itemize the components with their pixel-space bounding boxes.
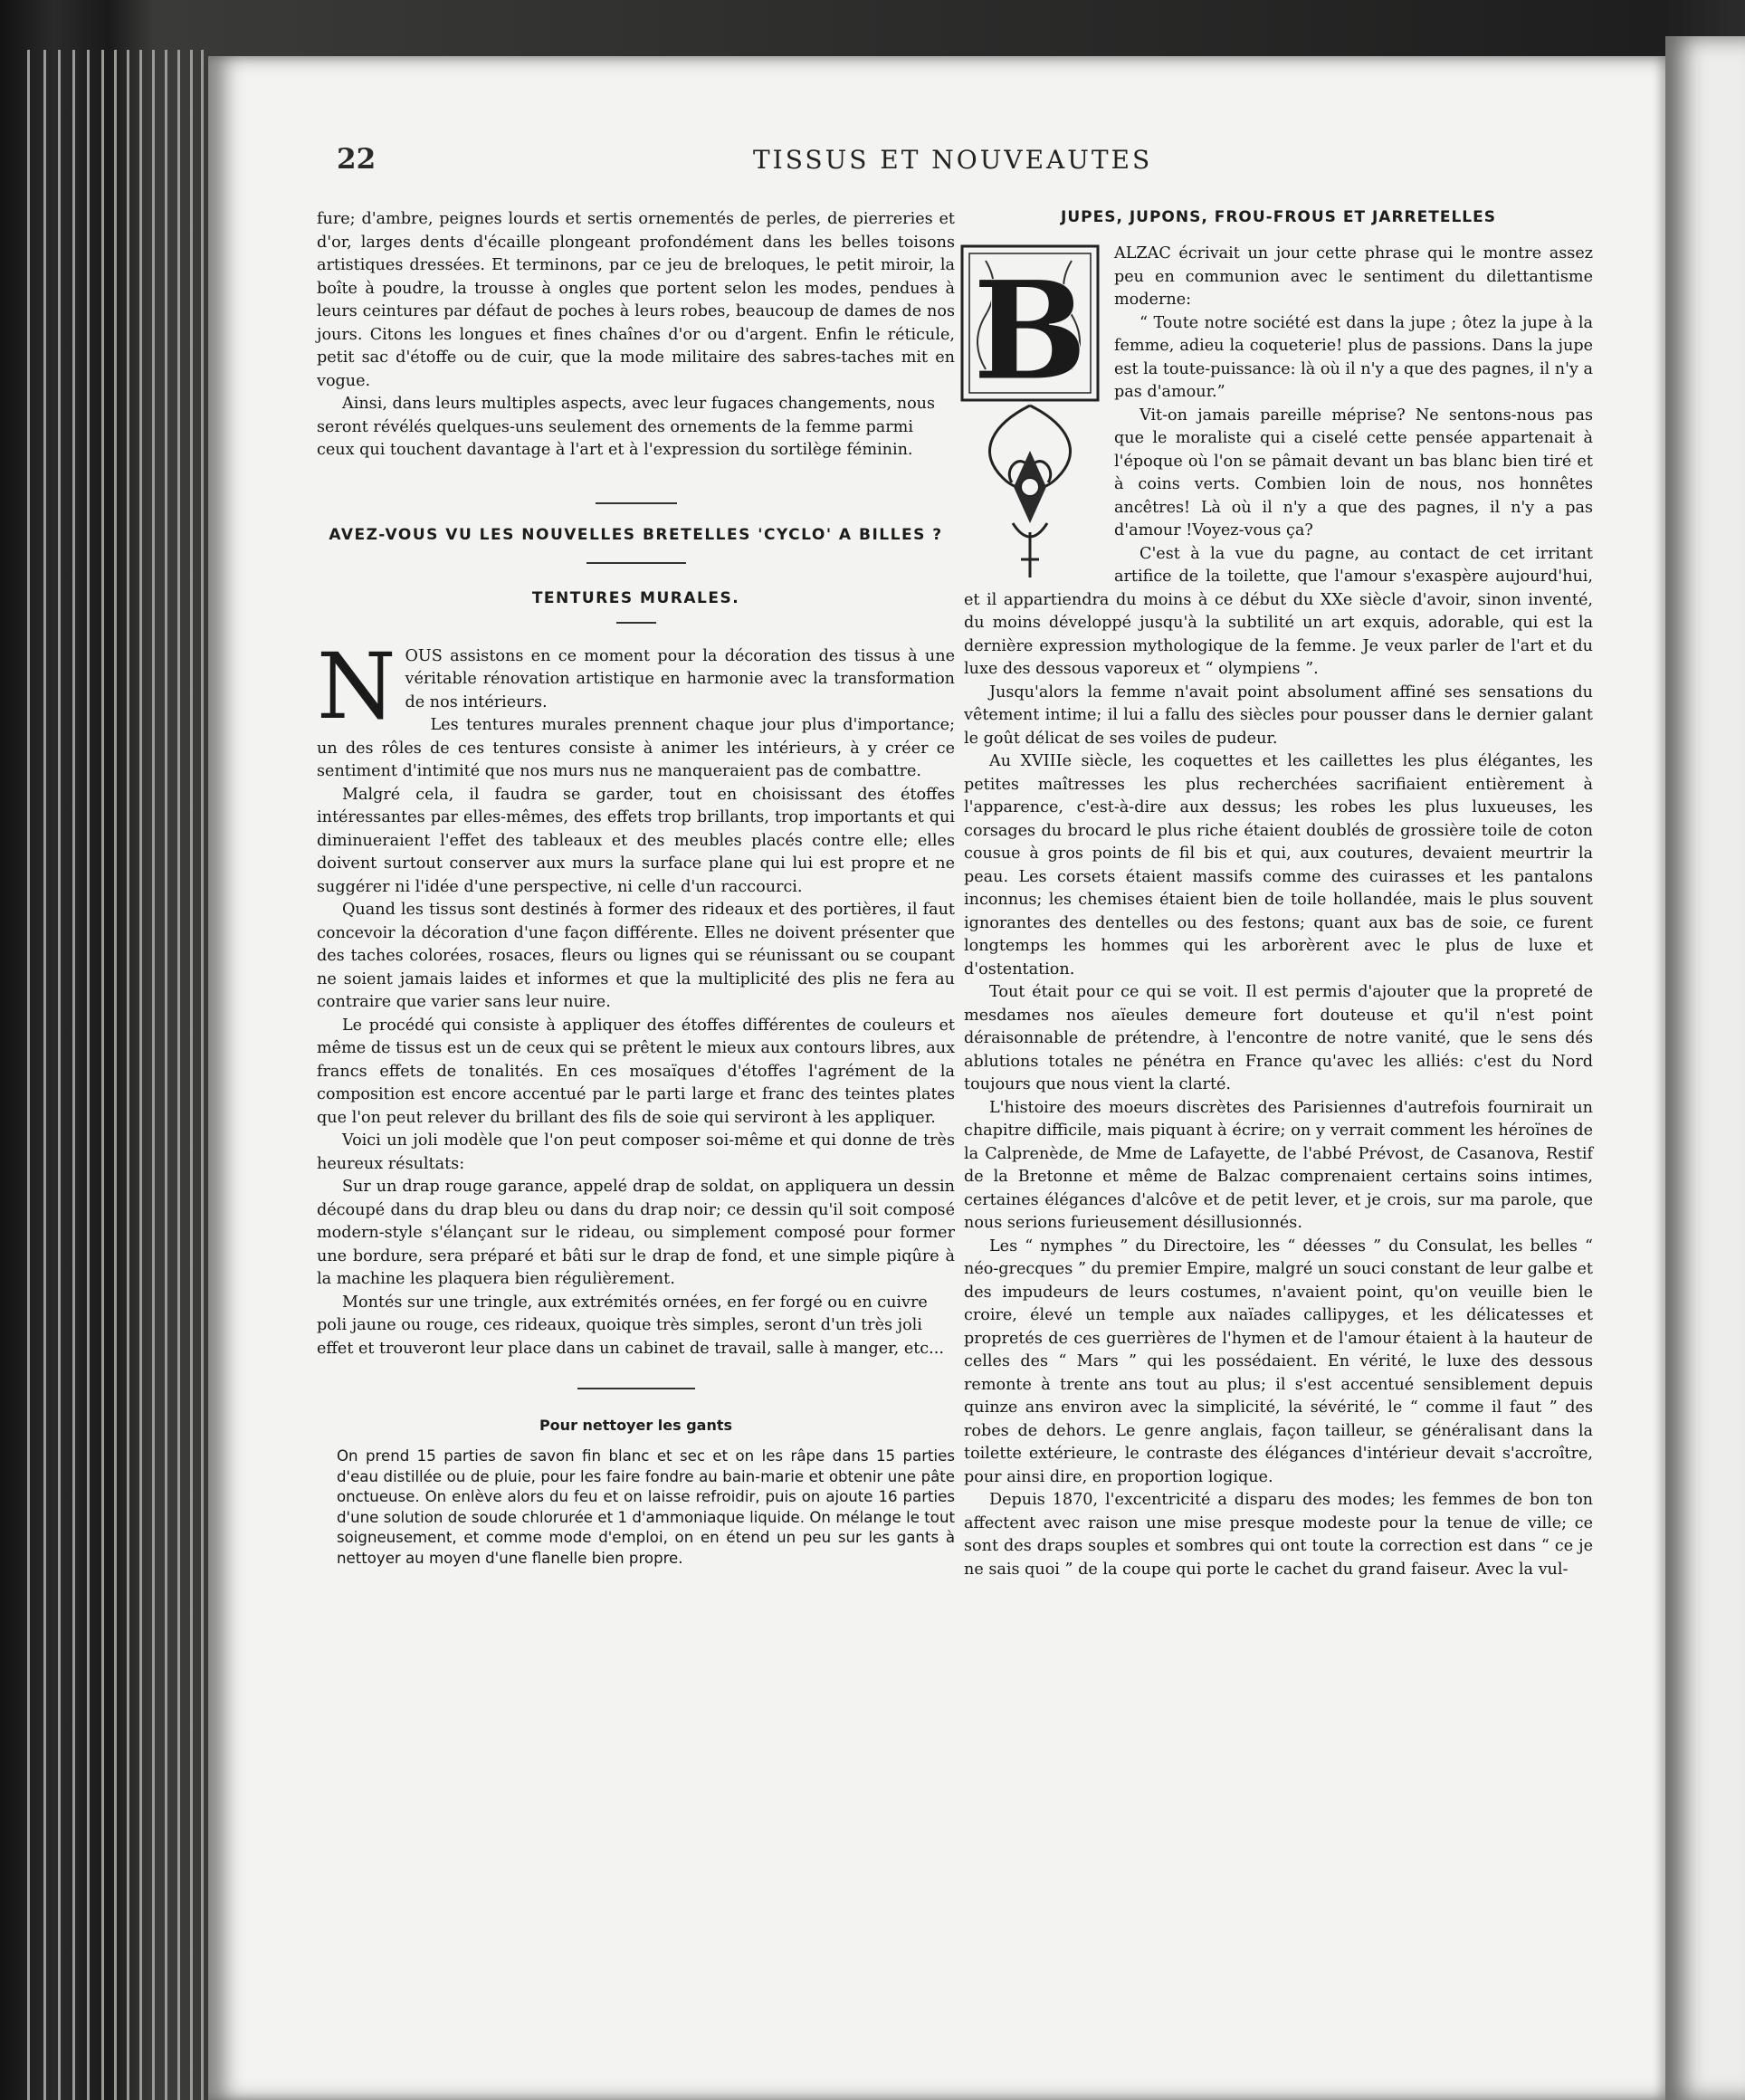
section-divider xyxy=(586,562,686,564)
jupes-paragraph: Les “ nymphes ” du Directoire, les “ déesses ” du Consulat, les belles “ néo-grecques ” du premier Empire, malgré un souci constant de leur galbe et des impudeurs de leurs costumes, n'avaient point, qu'on veuille bien le croire, élevé un temple aux naïades callipyges, et les délicatesses et propretés de ces guerrières de l'hymen et de l'amour étaient à la hauteur de celles des “ Mars ” qui les possédaient. En vérité, le luxe des dessous remonte à trente ans tout au plus; il s'est accentué sensiblement depuis quinze ans environ avec la simplicité, la sévérité, le “ comme il faut ” des robes de dehors. Le genre anglais, façon tailleur, se généralisant dans la toilette extérieure, le contraste des élégances d'intérieur devait s'accroître, pour ainsi dire, en proportion logique. xyxy=(964,1236,1593,1486)
section-divider xyxy=(596,502,677,504)
intro-paragraph-2: Ainsi, dans leurs multiples aspects, avec leur fugaces changements, nous seront révélés quelques-uns seulement des ornements de la femme parmi ceux qui touchent davantage à l'art et à l'expression du sortilège féminin. xyxy=(317,395,936,459)
tentures-paragraph: Voici un joli modèle que l'on peut composer soi-même et qui donne de très heureux résultats: xyxy=(317,1131,955,1173)
tentures-paragraph: Sur un drap rouge garance, appelé drap de soldat, on appliquera un dessin découpé dans du drap bleu ou dans du drap noir; ce dessin qu'il soit composé modern-style s'élançant sur le rideau, ou simplement composé pour former une bordure, sera préparé et bâti sur le drap de fond, et une simple piqûre à la machine les plaquera bien régulièrement. xyxy=(317,1178,955,1288)
facing-page-edge xyxy=(1665,36,1745,2100)
tentures-paragraph: Le procédé qui consiste à appliquer des étoffes différentes de couleurs et même de tissus est un de ceux qui se prêtent le mieux aux contours libres, aux francs effets de tonalités. En ces mosaïques d'étoffes l'agrément de la composition est encore accentué par le parti large et franc des teintes plates que l'on peut relever du brillant des fils de soie qui serviront à les appliquer. xyxy=(317,1016,955,1127)
jupes-paragraph: L'histoire des moeurs discrètes des Parisiennes d'autrefois fournirait un chapitre difficile, mais piquant à écrire; on y verrait comment les héroïnes de la Calprenède, de Mme de Lafayette, de l'abbé Prévost, de Casanova, Restif de la Bretonne et même de Balzac comprenaient certains soins intimes, certaines élégances d'alcôve et de petit lever, et je crois, sur ma parole, que nous serions furieusement désillusionnés. xyxy=(964,1098,1593,1232)
drop-cap-n: N xyxy=(317,633,396,740)
gants-heading: Pour nettoyer les gants xyxy=(539,1417,733,1434)
gants-paragraph: On prend 15 parties de savon fin blanc et sec et on les râpe dans 15 parties d'eau distillée ou de pluie, pour les faire fondre au bain-marie et obtenir une pâte onctueuse. On enlève alors du feu et on laisse refroidir, puis on ajoute 16 parties d'une solution de soude chlorurée et 1 d'ammoniaque liquide. On mélange le tout soigneusement, et comme mode d'emploi, on en étend un peu sur les gants à nettoyer au moyen d'une flanelle bien propre. xyxy=(337,1447,955,1567)
drop-cap-letter: B xyxy=(972,252,1088,411)
page-number: 22 xyxy=(337,143,377,176)
tentures-paragraph: Malgré cela, il faudra se garder, tout en choisissant des étoffes intéressantes par elles-mêmes, des effets trop brillants, trop importants et qui diminueraient l'effet des tableaux et des meubles placés contre elle; elles doivent surtout conserver aux murs la surface plane qui lui est propre et ne suggérer ni l'idée d'une perspective, ni celle d'un raccourci. xyxy=(317,785,955,896)
bretelles-heading: AVEZ-VOUS VU LES NOUVELLES BRETELLES 'CYCLO' A BILLES ? xyxy=(329,525,943,544)
right-column xyxy=(964,208,1593,1581)
tentures-heading: TENTURES MURALES. xyxy=(531,588,740,607)
tentures-paragraph: Les tentures murales prennent chaque jour plus d'importance; un des rôles de ces tentures consiste à animer les intérieurs, à y créer ce sentiment d'intimité que nos murs nus ne manqueraient pas de combattre. xyxy=(317,716,955,780)
jupes-paragraph: C'est à la vue du pagne, au contact de cet irritant artifice de la toilette, que l'amour s'exaspère aujourd'hui, et il appartiendra du moins à ce début du XXe siècle d'avoir, sinon inventé, du moins développé jusqu'à la subtilité un art exquis, adorable, qui est la dernière expression mythologique de la femme. Je veux parler de l'art et du luxe des dessous vaporeux et “ olympiens ”. xyxy=(964,544,1593,678)
jupes-paragraph: Jusqu'alors la femme n'avait point absolument affiné ses sensations du vêtement intime; il lui a fallu des siècles pour pousser dans le dernier galant le goût délicat de ses voiles de pudeur. xyxy=(964,682,1593,748)
jupes-paragraph: Tout était pour ce qui se voit. Il est permis d'ajouter que la propreté de mesdames nos aïeules demeure fort douteuse et qu'il n'est point déraisonnable de prétendre, à l'encontre de notre vanité, que le sens dés ablutions totales ne pénétra en France qu'avec les alliés: c'est du Nord toujours que nous vient la clarté. xyxy=(964,983,1593,1093)
tentures-paragraph: Montés sur une tringle, aux extrémités ornées, en fer forgé ou en cuivre poli jaune ou rouge, ces rideaux, quoique très simples, seront d'un très joli effet et trouveront leur place dans un cabinet de travail, salle à manger, etc... xyxy=(317,1293,944,1358)
heading-underline xyxy=(616,622,656,624)
intro-paragraph-1: fure; d'ambre, peignes lourds et sertis ornementés de perles, de pierreries et d'or, larges dents d'écaille plongeant profondément dans les belles toisons artistiques dressées. Et terminons, par ce jeu de breloques, le petit miroir, la boîte à poudre, la trousse à ongles que portent selon les modes, pendues à leurs ceintures par défaut de poches à leurs robes, beaucoup de dames de nos jours. Citons les longues et fines chaînes d'or ou d'argent. Enfin le réticule, petit sac d'étoffe ou de cuir, que la mode militaire des sabres-taches mit en vogue. xyxy=(317,210,955,390)
left-column xyxy=(317,208,955,1570)
jupes-paragraph: Au XVIIIe siècle, les coquettes et les caillettes les plus élégantes, les petites maîtresses les plus recherchées sacrifiaient entièrement à l'apparence, c'est-à-dire aux dessus; les robes les plus luxueuses, les corsages du brocard le plus riche étaient doublés de grossière toile de coton cousue à gros points de fil bis et qui, aux coutures, devaient meurtrir la peau. Les corsets étaient massifs comme des cuirasses et les pantalons inconnus; les chemises étaient bien de toile hollandée, mais le plus souvent ignorantes des dentelles ou des festons; quant aux bas de soie, ce furent longtemps les hommes qui les arborèrent avec le plus de luxe et d'ostentation. xyxy=(964,752,1593,978)
jupes-paragraph: “ Toute notre société est dans la jupe ; ôtez la jupe à la femme, adieu la coqueterie! plus de passions. Dans la jupe est la toute-puissance: là où il n'y a que des pagnes, il n'y a pas d'amour.” xyxy=(1114,313,1593,401)
ornamental-b-icon xyxy=(958,243,1101,587)
section-divider xyxy=(577,1388,695,1389)
running-header xyxy=(337,143,1305,179)
jupes-paragraph: Depuis 1870, l'excentricité a disparu des modes; les femmes de bon ton affectent avec raison une mise presque modeste pour la tenue de ville; ce sont des draps souples et sombres qui ont toute la correction est dans “ ce je ne sais quoi ” de la coupe qui porte le cachet du grand faiseur. Avec la vul- xyxy=(964,1491,1593,1579)
gants-section xyxy=(317,1446,955,1570)
tentures-first-paragraph: OUS assistons en ce moment pour la décoration des tissus à une véritable rénovation artistique en harmonie avec la transformation de nos intérieurs. xyxy=(405,646,955,711)
book-page-edges xyxy=(0,50,217,2100)
tentures-paragraph: Quand les tissus sont destinés à former des rideaux et des portières, il faut concevoir la décoration d'une façon différente. Elles ne doivent présenter que des taches colorées, rosaces, fleurs ou lignes qui se réunissant ou se coupant ne soient jamais laides et informes et que la multiplicité des plis ne fera au contraire que varier sans leur nuire. xyxy=(317,901,955,1011)
journal-title: TISSUS ET NOUVEAUTES xyxy=(753,145,1153,175)
ornamental-drop-cap xyxy=(958,243,1101,587)
jupes-paragraph: Vit-on jamais pareille méprise? Ne sentons-nous pas que le moraliste qui a ciselé cette pensée appartenait à l'époque où l'on se pâmait devant un bas blanc bien tiré et à coins verts. Combien loin de nous, nos honnêtes ancêtres! Là où il n'y a que des pagnes, il n'y a pas d'amour !Voyez-vous ça? xyxy=(1114,406,1593,539)
jupes-heading: JUPES, JUPONS, FROU-FROUS ET JARRETELLES xyxy=(1061,208,1496,226)
jupes-paragraph: ALZAC écrivait un jour cette phrase qui le montre assez peu en communion avec le sentiment du dilettantisme moderne: xyxy=(1114,244,1593,309)
